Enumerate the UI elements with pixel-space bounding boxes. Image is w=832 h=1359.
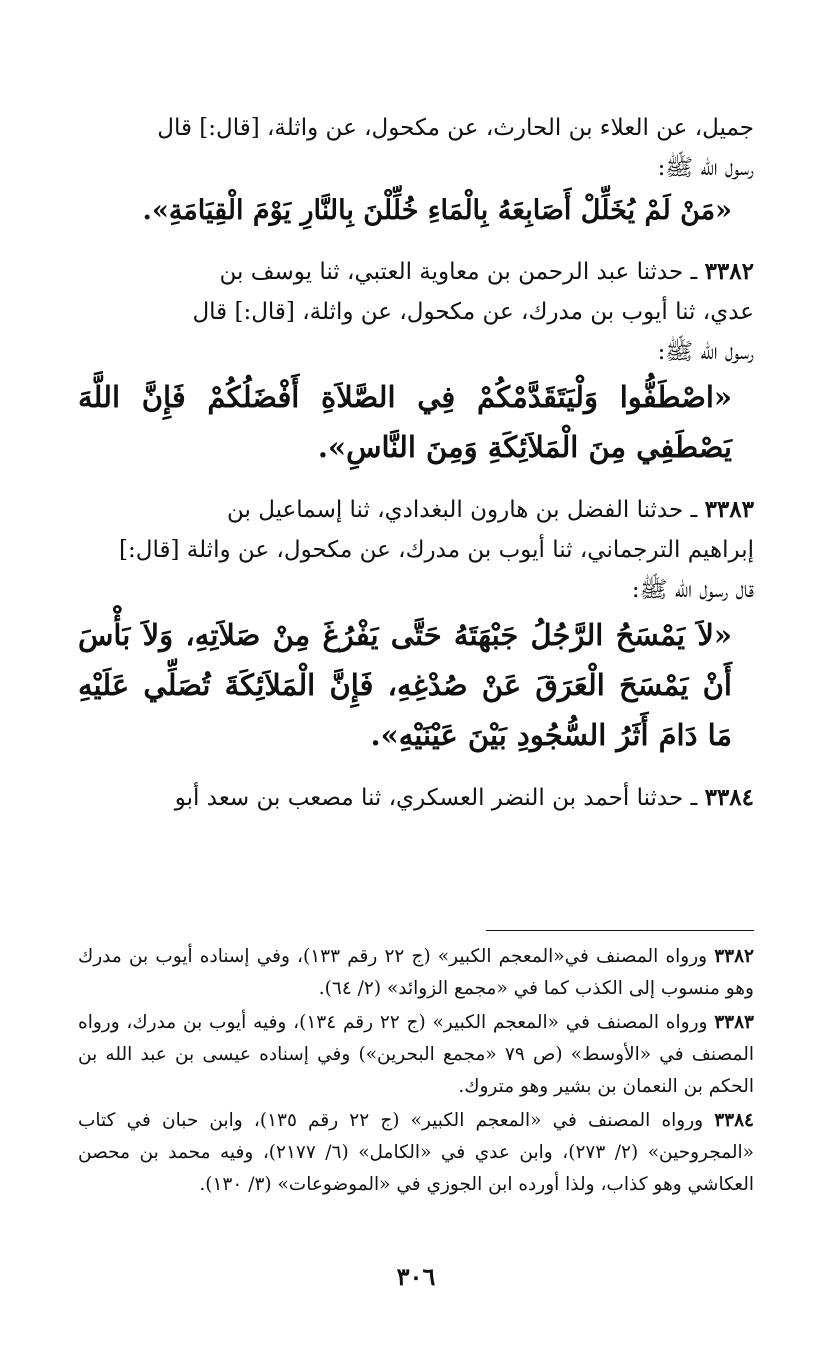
isnad-text: ـ حدثنا الفضل بن هارون البغدادي، ثنا إسماعيل بن: [226, 497, 705, 523]
footnote-text: ورواه المصنف في«المعجم الكبير» (ج ٢٢ رقم ١٣٣)، وفي إسناده أيوب بن مدرك وهو منسوب إلى الكذب كما في «مجمع الزوائد» (٢/ ٦٤).: [78, 946, 754, 999]
isnad-text: ـ حدثنا أحمد بن النضر العسكري، ثنا مصعب بن سعد أبو: [174, 785, 705, 811]
hadith-text: «مَنْ لَمْ يُخَلِّلْ أَصَابِعَهُ بِالْمَاءِ خُلِّلْنَ بِالنَّارِ يَوْمَ الْقِيَامَةِ».: [142, 195, 732, 226]
footnote-text: ورواه المصنف في «المعجم الكبير» (ج ٢٢ رقم ١٣٤)، وفيه أيوب بن مدرك، ورواه المصنف في «الأوسط» (ص ٧٩ «مجمع البحرين») وفي إسناده عيسى بن عبد الله بن الحكم بن النعمان بن بشير وهو متروك.: [78, 1012, 754, 1097]
footnote-3384: [78, 1105, 754, 1201]
text-line: [78, 778, 754, 818]
footnote-text: ورواه المصنف في «المعجم الكبير» (ج ٢٢ رقم ١٣٥)، وابن حبان في كتاب «المجروحين» (٢/ ٢٧٣)، وابن عدي في «الكامل» (٦/ ٢١٧٧)، وفيه محمد بن محصن العكاشي وهو كذاب، ولذا أورده ابن الجوزي في «الموضوعات» (٣/ ١٣٠).: [78, 1110, 754, 1195]
continuation-block: [78, 108, 754, 234]
hadith-number: ٣٣٨٢: [704, 258, 754, 285]
hadith-block-3384: [78, 778, 754, 818]
text-line: [78, 252, 754, 292]
text-line: جميل، عن العلاء بن الحارث، عن مكحول، عن واثلة، [قال:] قال: [157, 115, 754, 141]
page-number: ٣٠٦: [396, 1262, 436, 1291]
text-line: قال رسول الله ﷺ:: [631, 577, 754, 603]
hadith-number: ٣٣٨٤: [704, 784, 754, 811]
footnote-divider: [486, 930, 754, 931]
hadith-block-3382: [78, 252, 754, 472]
hadith-text: «اصْطَفُّوا وَلْيَتَقَدَّمْكُمْ فِي الصَّلاَةِ أَفْضَلُكُمْ فَإِنَّ اللَّهَ يَصْطَفِي مِنَ الْمَلاَئِكَةِ وَمِنَ النَّاسِ».: [78, 380, 732, 464]
text-line: عدي، ثنا أيوب بن مدرك، عن مكحول، عن واثلة، [قال:] قال: [192, 299, 754, 325]
text-line: إبراهيم الترجماني، ثنا أيوب بن مدرك، عن مكحول، عن واثلة [قال:]: [119, 537, 754, 563]
footnote-number: ٣٣٨٢: [714, 946, 754, 967]
text-line: رسول الله ﷺ:: [657, 339, 754, 365]
text-line: [78, 490, 754, 530]
footnote-3382: [78, 941, 754, 1005]
isnad-text: ـ حدثنا عبد الرحمن بن معاوية العتبي، ثنا يوسف بن: [219, 259, 705, 285]
text-line: رسول الله ﷺ:: [657, 155, 754, 181]
hadith-block-3383: [78, 490, 754, 760]
footnotes: [78, 908, 754, 1203]
hadith-text: «لاَ يَمْسَحُ الرَّجُلُ جَبْهَتَهُ حَتَّى يَفْرُغَ مِنْ صَلاَتِهِ، وَلاَ بَأْسَ أَنْ يَمْسَحَ الْعَرَقَ عَنْ صُدْغِهِ، فَإِنَّ الْمَلاَئِكَةَ تُصَلِّي عَلَيْهِ مَا دَامَ أَثَرُ السُّجُودِ بَيْنَ عَيْنَيْهِ».: [78, 618, 732, 752]
main-text: [78, 108, 754, 836]
hadith-number: ٣٣٨٣: [704, 496, 754, 523]
footnote-number: ٣٣٨٣: [714, 1012, 754, 1033]
footnote-3383: [78, 1007, 754, 1103]
footnote-number: ٣٣٨٤: [714, 1110, 754, 1131]
